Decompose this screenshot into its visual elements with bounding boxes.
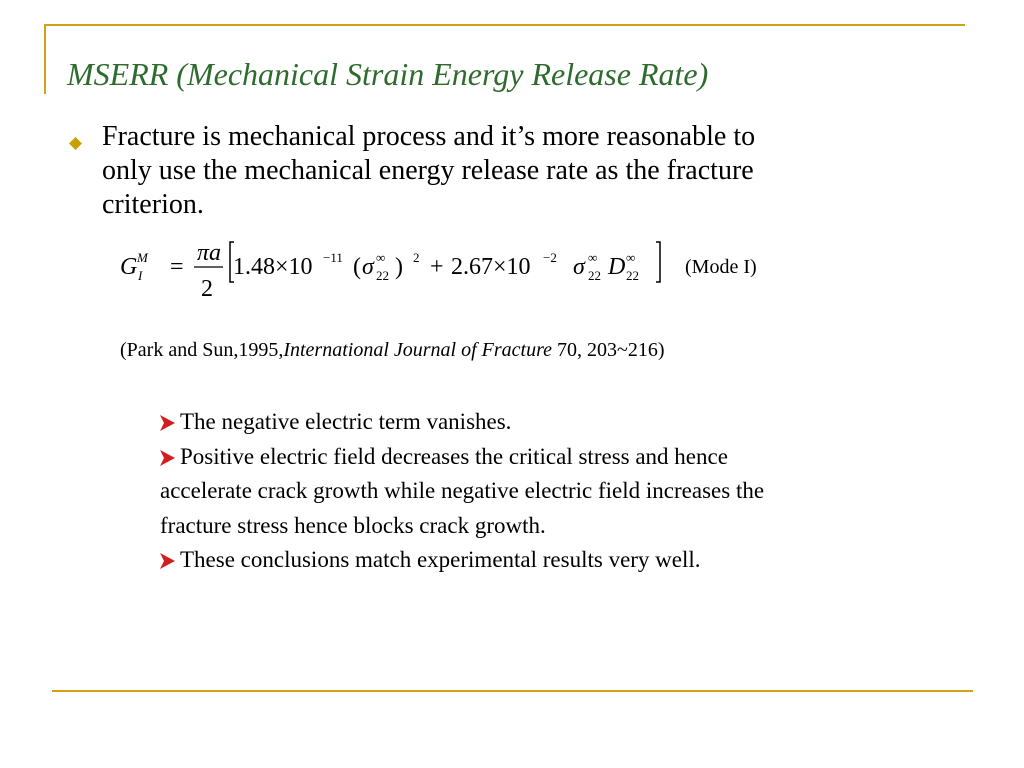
formula-numerator: πa xyxy=(197,240,222,266)
point-2 xyxy=(160,440,940,475)
citation-journal: International Journal of Fracture xyxy=(283,339,552,361)
term2-coefficient: 2.67×10 xyxy=(451,254,531,280)
term1-sigma: σ xyxy=(362,254,374,280)
citation-prefix: (Park and Sun,1995, xyxy=(120,339,284,361)
point-2-line-3: fracture stress hence blocks crack growth. xyxy=(160,512,546,538)
frame-left-rule xyxy=(44,24,46,94)
formula-denominator: 2 xyxy=(201,276,213,302)
arrowhead-icon xyxy=(160,543,180,578)
main-bullet xyxy=(102,120,922,222)
energy-release-formula xyxy=(120,230,780,310)
point-2-line-2: accelerate crack growth while negative electric field increases the xyxy=(160,478,765,503)
term2-d: D xyxy=(608,254,626,280)
point-3 xyxy=(160,543,940,578)
term1-sigma-superscript: ∞ xyxy=(376,250,386,265)
term2-d-subscript: 22 xyxy=(626,268,639,283)
citation xyxy=(120,339,664,362)
point-2-line-1: Positive electric field decreases the critical stress and hence xyxy=(180,443,728,469)
term1-open-paren: ( xyxy=(353,254,361,280)
formula-g-subscript: I xyxy=(138,268,143,283)
term2-exponent: −2 xyxy=(543,250,557,265)
point-1-text: The negative electric term vanishes. xyxy=(180,409,512,434)
term1-exponent: −11 xyxy=(323,250,343,265)
main-bullet-line-3: criterion. xyxy=(102,189,204,220)
term1-close-paren: ) xyxy=(395,254,403,280)
diamond-icon xyxy=(69,137,82,150)
formula-g-superscript: M xyxy=(137,250,148,265)
slide-title: MSERR (Mechanical Strain Energy Release Rate) xyxy=(67,56,709,92)
frame-top-rule xyxy=(44,24,965,26)
conclusion-points xyxy=(160,405,940,578)
formula-g: G xyxy=(120,254,138,280)
term2-sigma-superscript: ∞ xyxy=(588,250,598,265)
term2-sigma-subscript: 22 xyxy=(588,268,601,283)
right-bracket xyxy=(656,242,660,282)
formula-equals: = xyxy=(170,254,184,280)
frame-bottom-rule xyxy=(52,690,973,692)
citation-suffix: 70, 203~216) xyxy=(552,339,665,361)
main-bullet-line-2: only use the mechanical energy release rate as the fracture xyxy=(102,155,754,186)
point-1 xyxy=(160,405,940,440)
term2-d-superscript: ∞ xyxy=(626,250,636,265)
point-3-text: These conclusions match experimental results very well. xyxy=(180,547,701,572)
arrowhead-icon xyxy=(160,440,180,475)
term1-square: 2 xyxy=(413,250,420,265)
term1-sigma-subscript: 22 xyxy=(376,268,389,283)
main-bullet-line-1: Fracture is mechanical process and it’s more reasonable to xyxy=(102,121,756,152)
arrowhead-icon xyxy=(160,405,180,440)
term2-sigma: σ xyxy=(573,254,585,280)
term1-coefficient: 1.48×10 xyxy=(233,254,313,280)
formula-plus: + xyxy=(430,254,444,280)
mode-label: (Mode I) xyxy=(685,256,757,278)
